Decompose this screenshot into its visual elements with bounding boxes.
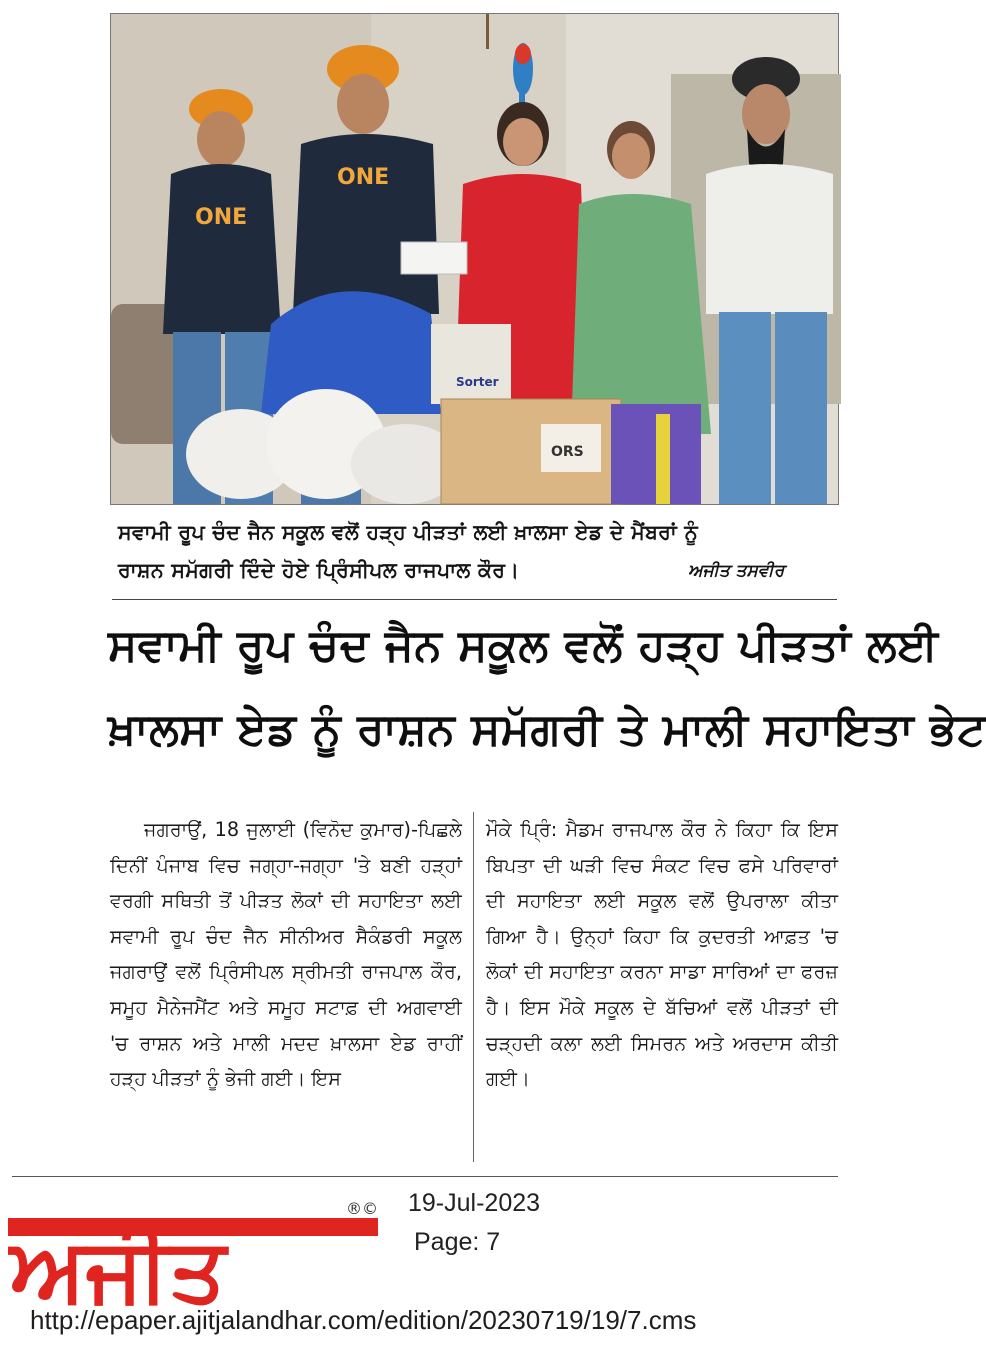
footer-divider bbox=[12, 1176, 838, 1177]
photo-caption-line-1: ਸਵਾਮੀ ਰੂਪ ਚੰਦ ਜੈਨ ਸਕੂਲ ਵਲੋਂ ਹੜ੍ਹ ਪੀੜਤਾਂ ਲਈ ਖ਼ਾਲਸਾ ਏਡ ਦੇ ਮੈਂਬਰਾਂ ਨੂੰ bbox=[118, 520, 699, 544]
headline-line-2: ਖ਼ਾਲਸਾ ਏਡ ਨੂੰ ਰਾਸ਼ਨ ਸਮੱਗਰੀ ਤੇ ਮਾਲੀ ਸਹਾਇਤਾ ਭੇਟ bbox=[108, 704, 986, 755]
article-column-left: ਜਗਰਾਉਂ, 18 ਜੁਲਾਈ (ਵਿਨੋਦ ਕੁਮਾਰ)-ਪਿਛਲੇ ਦਿਨੀਂ ਪੰਜਾਬ ਵਿਚ ਜਗ੍ਹਾ-ਜਗ੍ਹਾ 'ਤੇ ਬਣੀ ਹੜ੍ਹਾਂ ਵਰਗੀ ਸਥਿਤੀ ਤੋਂ ਪੀੜਤ ਲੋਕਾਂ ਦੀ ਸਹਾਇਤਾ ਲਈ ਸਵਾਮੀ ਰੂਪ ਚੰਦ ਜੈਨ ਸੀਨੀਅਰ ਸੈਕੰਡਰੀ ਸਕੂਲ ਜਗਰਾਉਂ ਵਲੋਂ ਪ੍ਰਿੰਸੀਪਲ ਸ੍ਰੀਮਤੀ ਰਾਜਪਾਲ ਕੌਰ, ਸਮੂਹ ਮੈਨੇਜਮੈਂਟ ਅਤੇ ਸਮੂਹ ਸਟਾਫ਼ ਦੀ ਅਗਵਾਈ 'ਚ ਰਾਸ਼ਨ ਅਤੇ ਮਾਲੀ ਮਦਦ ਖ਼ਾਲਸਾ ਏਡ ਰਾਹੀਂ ਹੜ੍ਹ ਪੀੜਤਾਂ ਨੂੰ ਭੇਜੀ ਗਈ। ਇਸ bbox=[110, 818, 462, 1091]
caption-divider bbox=[112, 599, 837, 600]
photo-envelope bbox=[401, 242, 467, 274]
article-column-right: ਮੌਕੇ ਪ੍ਰਿੰ: ਮੈਡਮ ਰਾਜਪਾਲ ਕੌਰ ਨੇ ਕਿਹਾ ਕਿ ਇਸ ਬਿਪਤਾ ਦੀ ਘੜੀ ਵਿਚ ਸੰਕਟ ਵਿਚ ਫਸੇ ਪਰਿਵਾਰਾਂ ਦੀ ਸਹਾਇਤਾ ਲਈ ਸਕੂਲ ਵਲੋਂ ਉਪਰਾਲਾ ਕੀਤਾ ਗਿਆ ਹੈ। ਉਨ੍ਹਾਂ ਕਿਹਾ ਕਿ ਕੁਦਰਤੀ ਆਫ਼ਤ 'ਚ ਲੋਕਾਂ ਦੀ ਸਹਾਇਤਾ ਕਰਨਾ ਸਾਡਾ ਸਾਰਿਆਂ ਦਾ ਫਰਜ਼ ਹੈ। ਇਸ ਮੌਕੇ ਸਕੂਲ ਦੇ ਬੱਚਿਆਂ ਵਲੋਂ ਪੀੜਤਾਂ ਦੀ ਚੜ੍ਹਦੀ ਕਲਾ ਲਈ ਸਿਮਰਨ ਅਤੇ ਅਰਦਾਸ ਕੀਤੀ ਗਈ। bbox=[486, 818, 838, 1091]
box-print-2: Sorter bbox=[456, 375, 499, 389]
logo-wordmark: ਅਜੀਤ bbox=[10, 1218, 226, 1321]
shirt-print-2: ONE bbox=[337, 165, 390, 190]
epaper-url: http://epaper.ajitjalandhar.com/edition/20230719/19/7.cms bbox=[30, 1305, 697, 1335]
photo-caption-line-2: ਰਾਸ਼ਨ ਸਮੱਗਰੀ ਦਿੰਦੇ ਹੋਏ ਪ੍ਰਿੰਸੀਪਲ ਰਾਜਪਾਲ ਕੌਰ। bbox=[118, 558, 520, 582]
box-print-1: ORS bbox=[551, 444, 584, 460]
photo-credit: ਅਜੀਤ ਤਸਵੀਰ bbox=[688, 561, 785, 581]
news-photo bbox=[110, 13, 839, 505]
shirt-print-1: ONE bbox=[195, 205, 248, 230]
logo-registered-marks: ®© bbox=[346, 1199, 378, 1218]
page-number: Page: 7 bbox=[414, 1228, 501, 1256]
headline-line-1: ਸਵਾਮੀ ਰੂਪ ਚੰਦ ਜੈਨ ਸਕੂਲ ਵਲੋਂ ਹੜ੍ਹ ਪੀੜਤਾਂ ਲਈ bbox=[108, 620, 939, 671]
news-photo-illustration bbox=[111, 14, 838, 504]
ajit-logo bbox=[8, 1196, 388, 1321]
edition-date: 19-Jul-2023 bbox=[408, 1189, 541, 1217]
column-divider bbox=[473, 812, 474, 1162]
